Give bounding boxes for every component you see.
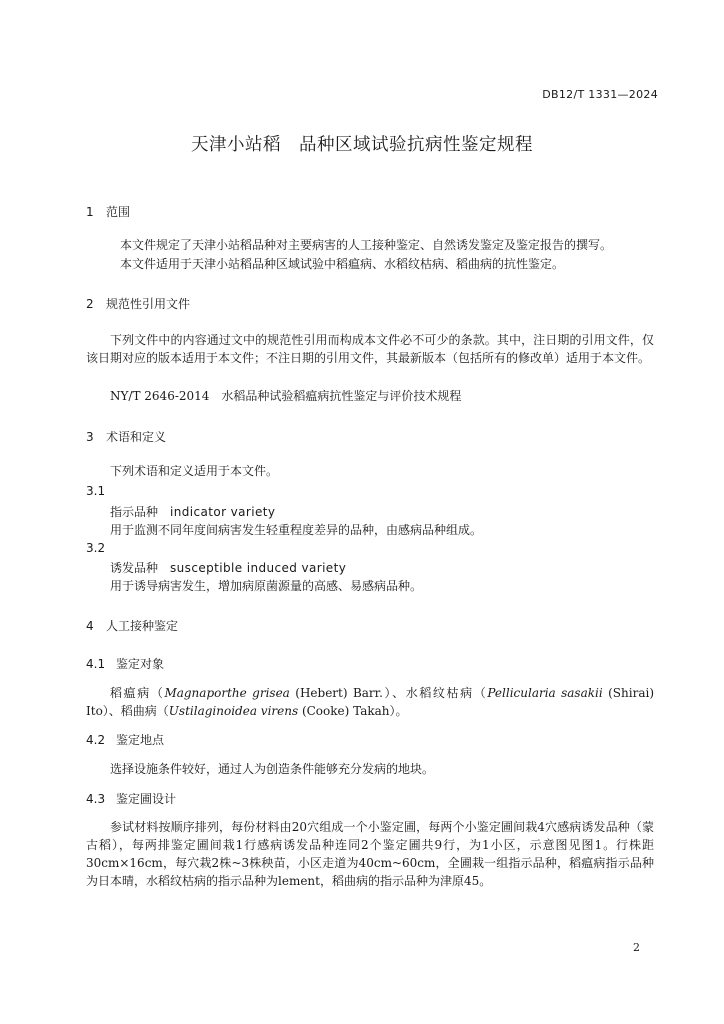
section-title: 人工接种鉴定 <box>106 619 179 633</box>
section-number: 2 <box>86 297 94 311</box>
species-name: Ustilaginoidea virens <box>168 704 299 718</box>
term-heading <box>110 559 346 576</box>
term-definition: 用于诱导病害发生，增加病原菌源量的高感、易感病品种。 <box>110 579 423 593</box>
document-title: 天津小站稻 品种区域试验抗病性鉴定规程 <box>191 135 533 155</box>
species-name: Magnaporthe grisea <box>164 686 290 700</box>
section-title: 范围 <box>106 205 131 219</box>
subsection-number: 4.3 <box>86 792 106 806</box>
section-1-paragraph-1: 本文件规定了天津小站稻品种对主要病害的人工接种鉴定、自然诱发鉴定及鉴定报告的撰写。 <box>120 238 613 252</box>
subsection-number: 4.2 <box>86 733 106 747</box>
term-definition: 用于监测不同年度间病害发生轻重程度差异的品种，由感病品种组成。 <box>110 523 483 537</box>
nursery-design-paragraph: 参试材料按顺序排列，每份材料由20穴组成一个小鉴定圃，每两个小鉴定圃间栽4穴感病诱发品种（蒙古稻），每两排鉴定圃间栽1行感病诱发品种连同2个鉴定圃共9行，为1小区，示意图见图1。行株距30cm×16cm，每穴栽2株~3株秧苗，小区走道为40cm~60cm，全圃栽一组指示品种，稻瘟病指示品种为日本晴，水稻纹枯病的指示品种为lement，稻曲病的指示品种为津原45。 <box>86 820 654 888</box>
section-2-heading <box>86 295 190 312</box>
section-title: 规范性引用文件 <box>106 297 191 311</box>
term-english: susceptible induced variety <box>170 561 347 575</box>
document-code: DB12/T 1331—2024 <box>542 88 658 101</box>
section-number: 1 <box>86 205 94 219</box>
section-4-heading <box>86 617 178 634</box>
section-2-paragraph: 下列文件中的内容通过文中的规范性引用而构成本文件必不可少的条款。其中，注日期的引用文件，仅该日期对应的版本适用于本文件；不注日期的引用文件，其最新版本（包括所有的修改单）适用于本文件。 <box>86 333 654 365</box>
subsection-title: 鉴定圃设计 <box>116 792 177 806</box>
section-1-paragraph-2: 本文件适用于天津小站稻品种区域试验中稻瘟病、水稻纹枯病、稻曲病的抗性鉴定。 <box>120 257 565 271</box>
identification-targets-paragraph: 稻瘟病（Magnaporthe grisea (Hebert) Barr.）、水稻纹枯病（Pellicularia sasakii (Shirai) Ito）、稻曲病（Ustilaginoidea virens (Cooke) Takah）。 <box>86 686 655 718</box>
subsection-4-3-heading <box>86 790 176 807</box>
page-number: 2 <box>633 941 640 954</box>
section-title: 术语和定义 <box>106 430 167 444</box>
subsection-4-1-heading <box>86 655 164 672</box>
term-heading <box>110 503 275 520</box>
section-number: 4 <box>86 619 94 633</box>
normative-reference: NY/T 2646-2014 水稻品种试验稻瘟病抗性鉴定与评价技术规程 <box>110 389 462 403</box>
subsection-4-2-heading <box>86 731 164 748</box>
identification-site-paragraph: 选择设施条件较好，通过人为创造条件能够充分发病的地块。 <box>110 762 435 776</box>
subsection-title: 鉴定对象 <box>116 657 165 671</box>
section-3-heading <box>86 428 166 445</box>
section-1-heading <box>86 203 130 220</box>
term-number: 3.2 <box>86 541 106 555</box>
subsection-title: 鉴定地点 <box>116 733 165 747</box>
term-english: indicator variety <box>170 505 276 519</box>
term-number: 3.1 <box>86 484 106 498</box>
term-chinese: 诱发品种 <box>110 561 159 575</box>
section-3-intro: 下列术语和定义适用于本文件。 <box>110 464 279 478</box>
subsection-number: 4.1 <box>86 657 106 671</box>
term-chinese: 指示品种 <box>110 505 159 519</box>
species-name: Pellicularia sasakii <box>487 686 603 700</box>
section-number: 3 <box>86 430 94 444</box>
